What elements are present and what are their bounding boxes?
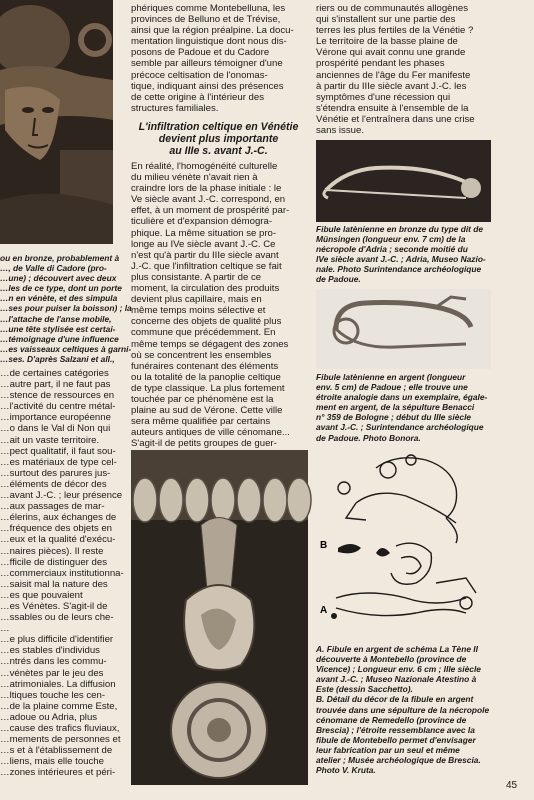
bronze-fibula-photo [316,140,491,222]
heading-line: L'infiltration celtique en Vénétie [138,121,299,133]
caption-line: n° 359 de Bologne ; début du IIIe siècle [316,412,472,423]
text-line: Vénétie et l'entraînera dans une crise [316,113,475,125]
caption-line: cénomane de Remedello (province de [316,714,467,725]
caption-line: Este (dessin Sacchetto). [316,684,413,695]
text-line: ainsi que la région préalpine. La docu- [131,25,294,37]
text-line: n'est qu'à partir du IIIe siècle avant [131,249,279,261]
caption-line: …ses. D'après Salzani et all., [0,353,115,364]
caption-line: de Padoue. [316,274,361,285]
text-line: structures familiales. [131,102,219,114]
caption-line: étroite analogie dans un exemplaire, égale- [316,392,488,403]
bronze-fibula-caption [316,224,488,285]
caption-line: Fibule latènienne en bronze du type dit de [316,224,484,234]
text-line: …liens, mais elle touche [0,756,104,768]
caption-line: nécropole d'Adria ; seconde moitié du [316,244,468,255]
text-line: semble par ailleurs témoigner d'une [131,58,283,70]
text-line: sans issue. [316,125,364,137]
text-line: S'agit-il de petits groupes de guer- [131,438,277,450]
text-line: …eux et la qualité d'exécu- [0,534,116,546]
caption-line: …ses pour puiser la boisson) ; la [0,303,132,314]
text-line: effet, à un moment de prospérité par- [131,205,290,217]
text-line: …commerciaux institutionna- [0,567,124,579]
caption-line: atelier ; Musée archéologique de Brescia. [316,755,481,766]
text-line: anciennes de l'âge du Fer manifeste [316,69,471,81]
text-line: …autre part, il ne faut pas [0,379,111,391]
fibula-detail-photo [131,450,308,785]
text-line: provinces de Belluno et de Trévise, [131,14,281,26]
drawings-caption [316,644,488,775]
text-line: …zones intérieures et péri- [0,767,116,779]
text-line: concerne des objets de qualité plus [131,316,282,328]
silver-fibula-photo [316,289,491,369]
caption-line: ment en argent, de la sépulture Benacci [316,402,475,413]
text-line: …de certaines catégories [0,368,109,379]
drawing-label-a: A [320,605,328,616]
text-line: terres les plus fertiles de la Vénétie ? [316,25,474,37]
caption-line: …l'attache de l'anse mobile, [0,313,112,324]
heading-line: au IIIe s. avant J.-C. [169,145,268,157]
text-line: à partir du IIIe siècle avant J.-C. les [316,80,467,92]
caption-line: de Padoue. Photo Bonora. [316,432,421,443]
text-line: craindre lors de la phase initiale : le [131,183,282,195]
bronze-vessel-photo [0,0,113,244]
caption-line: Brescia) ; l'étroite ressemblance avec la [316,724,475,735]
text-line: phériques comme Montebelluna, les [131,3,286,14]
text-line: qui s'installent sur une partie des [316,14,456,26]
text-line: …l'activité du centre métal- [0,401,116,413]
text-line: Ve siècle avant J.-C. correspond, en [131,194,286,206]
caption-line: leur fabrication par un seul et même [316,744,460,755]
text-line: …fréquence des objets en [0,523,113,535]
col1-caption [0,253,132,364]
text-line: …saisit mal la nature des [0,578,108,590]
caption-line: …n en vénète, et des simpula [0,293,118,304]
caption-line: …les de ce type, dont un porte [0,283,122,294]
text-line: …surtout des parures jus- [0,467,111,479]
text-line: …élerins, aux échanges de [0,512,117,524]
caption-line: …, de Valle di Cadore (pro- [0,263,107,274]
fibula-detail-image [131,450,308,785]
text-line: …aux passages de mar- [0,501,105,513]
caption-line: avant J.-C. ; Surintendance archéologique [316,422,484,433]
text-line: même temps se dégagent des zones [131,338,289,350]
caption-line: A. Fibule en argent de schéma La Tène II [316,644,478,654]
caption-line: Vicence) ; Longueur env. 6 cm ; IIIe siècle [316,664,481,675]
text-line: …mements de personnes et [0,734,121,746]
text-line: longe au IVe siècle avant J.-C. Ce [131,238,276,250]
text-line: devient plus capillaire, mais en [131,294,262,306]
silver-fibula-image [316,289,491,369]
text-line: commune que précédemment. En [131,327,276,339]
text-line: même temps moins sélective et [131,305,266,317]
text-line: …es stables d'individus [0,645,100,657]
caption-line: avant J.-C. ; Museo Nazionale Atestino à [316,674,477,685]
drawing-image [316,448,491,640]
text-line: …ltiques touche les cen- [0,689,106,701]
text-line: où se concentrent les ensembles [131,349,272,361]
text-line: …stence de ressources en [0,390,115,402]
caption-line: …une) ; découvert avec deux [0,273,117,284]
vessel-image [0,0,113,244]
col2-intro [131,3,306,114]
text-line: moment, la circulation des produits [131,283,280,295]
caption-line: …témoignage d'une influence [0,333,119,344]
text-line: Le territoire de la basse plaine de [316,36,458,48]
text-line: … [0,623,10,635]
text-line: Vérone qui avait connu une grande [316,47,466,59]
text-line: …importance européenne [0,412,111,424]
text-line: symptômes d'une récession qui [316,91,451,103]
drawing-label-b: B [320,540,328,551]
caption-line: Photo V. Kruta. [316,765,376,776]
text-line: …o dans le Val di Non qui [0,423,111,435]
col2-body [131,161,306,449]
bronze-fibula-image [316,140,491,222]
text-line: …avant J.-C. ; leur présence [0,490,123,502]
text-line: du milieu vénète n'avait rien à [131,172,258,184]
text-line: …pect qualitatif, il faut sou- [0,445,116,457]
text-line: posons de Padoue et du Cadore [131,47,270,59]
text-line: phique. La même situation se pro- [131,227,277,239]
text-line: En réalité, l'homogénéité culturelle [131,161,278,172]
text-line: …vénètes par le jeu des [0,667,104,679]
text-line: touchée par ce phénomène est la [131,393,274,405]
text-line: …de la plaine comme Este, [0,700,118,712]
text-line: …ntrés dans les commu- [0,656,107,668]
text-line: …cause des trafics fluviaux, [0,723,120,734]
caption-line: Münsingen (longueur env. 7 cm) de la [316,234,466,245]
text-line: auteurs antiques de ville cénomane... [131,427,290,439]
caption-line: B. Détail du décor de la fibule en argent [316,694,474,705]
text-line: plus consistante. A partir de ce [131,271,262,283]
heading-line: devient plus importante [158,133,279,145]
silver-fibula-caption [316,372,488,443]
col3-body [316,3,488,136]
text-line: …s et à l'établissement de [0,745,113,757]
col1-body [0,368,122,778]
text-line: sera même qualifiée par certains [131,416,271,428]
text-line: s'étendra ensuite à l'ensemble de la [316,102,469,114]
caption-line: …une tête stylisée est certai- [0,323,116,334]
text-line: …es matériaux de type cel- [0,456,117,468]
text-line: riers ou de communautés allogènes [316,3,468,14]
text-line: J.-C. que l'infiltration celtique se fait [131,260,282,272]
text-line: tique, indiquant ainsi des présences [131,80,284,92]
caption-line: IVe siècle avant J.-C. ; Adria, Museo Nazio- [316,254,486,265]
text-line: précoce celtisation de l'onomas- [131,69,268,81]
text-line: funéraires contenant des éléments [131,360,279,372]
fibula-drawings [316,448,491,640]
caption-line: nale. Photo Surintendance archéologique [316,264,482,275]
text-line: …e plus difficile d'identifier [0,634,114,646]
caption-line: trouvée dans une sépulture de la nécropole [316,704,490,715]
page-number: 45 [506,780,518,791]
caption-line: ou en bronze, probablement à [0,253,120,263]
caption-line: fibule de Montebello permet d'envisager [316,734,476,745]
text-line: …ssables ou de leurs che- [0,612,114,624]
text-line: …éléments de décor des [0,478,107,490]
caption-line: découverte à Montebello (province de [316,654,467,665]
text-line: ou la totalité de la panoplie celtique [131,371,281,383]
text-line: …ait un vaste territoire. [0,434,100,446]
text-line: …es que pouvaient [0,589,83,601]
caption-line: …es vaisseaux celtiques à garni- [0,343,132,354]
text-line: prospérité pendant les phases [316,58,445,70]
text-line: de cette origine à l'intérieur des [131,91,265,103]
text-line: …es Vénètes. S'agit-il de [0,600,108,612]
text-line: …atrimoniales. La diffusion [0,678,116,690]
section-heading [131,121,306,157]
text-line: mentation linguistique dont nous dis- [131,36,287,48]
text-line: …adoue ou Adria, plus [0,711,98,723]
text-line: ticulière et d'expansion démogra- [131,216,273,228]
text-line: de type classique. La plus fortement [131,382,285,394]
caption-line: Fibule latènienne en argent (longueur [316,372,466,382]
text-line: plaine au sud de Vérone. Cette ville [131,405,283,417]
caption-line: env. 5 cm) de Padoue ; elle trouve une [316,382,468,393]
text-line: …naires pièces). Il reste [0,545,104,557]
text-line: …fficile de distinguer des [0,556,108,568]
